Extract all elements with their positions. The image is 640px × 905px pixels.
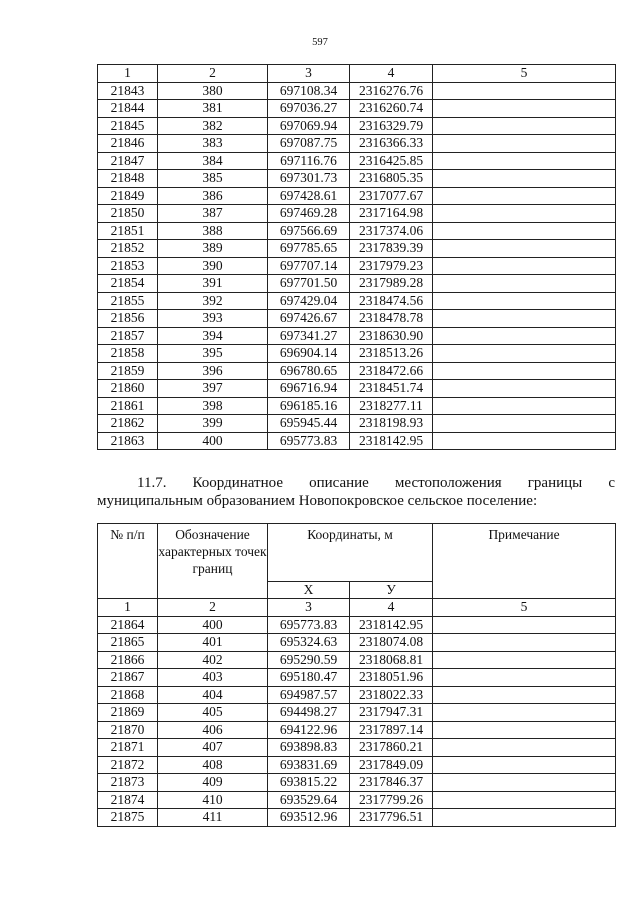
table-cell	[433, 345, 616, 363]
table-cell	[433, 774, 616, 792]
table-row	[98, 380, 616, 398]
table-cell: 21869	[98, 704, 158, 722]
table-row	[98, 397, 616, 415]
page-number: 597	[312, 37, 328, 48]
table-cell	[433, 117, 616, 135]
table-cell: 4	[350, 599, 433, 617]
table-cell: 697701.50	[268, 275, 350, 293]
table-row	[98, 686, 616, 704]
table-cell: 2317979.23	[350, 257, 433, 275]
column-number-row	[98, 599, 616, 617]
table-row	[98, 310, 616, 328]
table-cell: 402	[158, 651, 268, 669]
table-cell: 695180.47	[268, 669, 350, 687]
table-row	[98, 791, 616, 809]
table-cell	[433, 135, 616, 153]
table-row	[98, 721, 616, 739]
table-cell	[433, 257, 616, 275]
table-cell: 2316805.35	[350, 170, 433, 188]
table-cell: 21857	[98, 327, 158, 345]
table-cell	[433, 397, 616, 415]
table-cell: 404	[158, 686, 268, 704]
table-cell: 408	[158, 756, 268, 774]
table-cell	[433, 669, 616, 687]
table-cell: 2317860.21	[350, 739, 433, 757]
table-cell: 2316260.74	[350, 100, 433, 118]
table-cell: 21867	[98, 669, 158, 687]
table-cell	[433, 152, 616, 170]
table-row	[98, 415, 616, 433]
table-cell: 21844	[98, 100, 158, 118]
table-cell	[433, 292, 616, 310]
table-cell: 2318068.81	[350, 651, 433, 669]
table-cell: 5	[433, 65, 616, 83]
table-cell: 21860	[98, 380, 158, 398]
table-cell: 21873	[98, 774, 158, 792]
table-row	[98, 135, 616, 153]
table-cell: 386	[158, 187, 268, 205]
table-cell: 2317947.31	[350, 704, 433, 722]
table-cell: 410	[158, 791, 268, 809]
table-cell: 694122.96	[268, 721, 350, 739]
table-cell: 407	[158, 739, 268, 757]
table-cell: 697069.94	[268, 117, 350, 135]
table-cell: 21868	[98, 686, 158, 704]
table-cell: 2317849.09	[350, 756, 433, 774]
header-note: Примечание	[433, 524, 616, 599]
section-heading-11-7	[97, 474, 615, 510]
table-row	[98, 117, 616, 135]
table-cell: 389	[158, 240, 268, 258]
table-cell: 21847	[98, 152, 158, 170]
table-cell	[433, 809, 616, 827]
table-cell: 2318451.74	[350, 380, 433, 398]
table-cell: 21865	[98, 634, 158, 652]
table-cell: 2	[158, 65, 268, 83]
table-cell: 21849	[98, 187, 158, 205]
table-cell: 21853	[98, 257, 158, 275]
table-row	[98, 82, 616, 100]
table-cell: 2318472.66	[350, 362, 433, 380]
table-cell	[433, 791, 616, 809]
table-row	[98, 756, 616, 774]
table-row	[98, 257, 616, 275]
header-coordinates: Координаты, м	[268, 524, 433, 582]
table-cell	[433, 686, 616, 704]
table-cell	[433, 362, 616, 380]
table-cell: 2318277.11	[350, 397, 433, 415]
table-cell: 697341.27	[268, 327, 350, 345]
table-cell: 21855	[98, 292, 158, 310]
table-cell: 21872	[98, 756, 158, 774]
header-x: Х	[268, 582, 350, 599]
table-row	[98, 275, 616, 293]
table-cell	[433, 432, 616, 450]
table-cell	[433, 634, 616, 652]
table-row	[98, 327, 616, 345]
table-cell: 395	[158, 345, 268, 363]
table-cell: 399	[158, 415, 268, 433]
table-cell: 693815.22	[268, 774, 350, 792]
table-cell: 696185.16	[268, 397, 350, 415]
table-cell: 696716.94	[268, 380, 350, 398]
coordinates-table-continued	[97, 64, 616, 450]
table-cell: 396	[158, 362, 268, 380]
table-cell: 695324.63	[268, 634, 350, 652]
table-cell: 693831.69	[268, 756, 350, 774]
table-cell: 2317989.28	[350, 275, 433, 293]
table-cell: 21850	[98, 205, 158, 223]
table-cell: 695945.44	[268, 415, 350, 433]
table-cell: 394	[158, 327, 268, 345]
table-cell: 21874	[98, 791, 158, 809]
table-cell: 694498.27	[268, 704, 350, 722]
table-row	[98, 809, 616, 827]
table-cell: 21848	[98, 170, 158, 188]
table-cell	[433, 415, 616, 433]
table-cell: 21845	[98, 117, 158, 135]
table-row	[98, 739, 616, 757]
table-cell: 21846	[98, 135, 158, 153]
table-cell: 697426.67	[268, 310, 350, 328]
table-cell: 697785.65	[268, 240, 350, 258]
table-cell: 3	[268, 65, 350, 83]
section-text-line-1: 11.7. Координатное описание местоположения границы с	[137, 475, 615, 491]
table-cell: 695290.59	[268, 651, 350, 669]
table-cell: 411	[158, 809, 268, 827]
table-cell: 3	[268, 599, 350, 617]
table-cell: 397	[158, 380, 268, 398]
section-text-line-2: муниципальным образованием Новопокровское сельское поселение:	[97, 493, 538, 509]
table-cell: 2316329.79	[350, 117, 433, 135]
table-cell	[433, 222, 616, 240]
table-cell: 21854	[98, 275, 158, 293]
table-row	[98, 100, 616, 118]
table-cell: 697116.76	[268, 152, 350, 170]
table-cell: 693512.96	[268, 809, 350, 827]
table-cell: 2318074.08	[350, 634, 433, 652]
table-cell	[433, 651, 616, 669]
table-cell: 697566.69	[268, 222, 350, 240]
table-cell	[433, 275, 616, 293]
table-cell: 21866	[98, 651, 158, 669]
table-row	[98, 634, 616, 652]
table-cell: 694987.57	[268, 686, 350, 704]
table-cell: 697707.14	[268, 257, 350, 275]
table-cell: 697429.04	[268, 292, 350, 310]
table-cell: 2316366.33	[350, 135, 433, 153]
table-cell: 697469.28	[268, 205, 350, 223]
table-cell: 21862	[98, 415, 158, 433]
header-point-designation: Обозначение характерных точек границ	[158, 524, 268, 599]
table-row	[98, 222, 616, 240]
table-cell: 393	[158, 310, 268, 328]
table-cell	[433, 187, 616, 205]
table-cell: 697428.61	[268, 187, 350, 205]
table-cell: 4	[350, 65, 433, 83]
table-cell: 392	[158, 292, 268, 310]
table-cell: 21859	[98, 362, 158, 380]
table-cell: 2317796.51	[350, 809, 433, 827]
table-cell: 403	[158, 669, 268, 687]
table-cell: 696904.14	[268, 345, 350, 363]
table-cell: 693529.64	[268, 791, 350, 809]
table-row	[98, 345, 616, 363]
table-cell: 384	[158, 152, 268, 170]
table-cell	[433, 327, 616, 345]
table-cell: 21861	[98, 397, 158, 415]
table-cell: 2	[158, 599, 268, 617]
table-cell: 1	[98, 599, 158, 617]
table-row	[98, 616, 616, 634]
table-cell: 2317799.26	[350, 791, 433, 809]
table-cell: 385	[158, 170, 268, 188]
table-row	[98, 205, 616, 223]
table-cell	[433, 100, 616, 118]
table-cell: 697036.27	[268, 100, 350, 118]
table-cell: 2317374.06	[350, 222, 433, 240]
table-cell: 400	[158, 616, 268, 634]
table-cell: 695773.83	[268, 432, 350, 450]
table-cell: 398	[158, 397, 268, 415]
table-cell: 695773.83	[268, 616, 350, 634]
table-row	[98, 170, 616, 188]
table-cell: 2317077.67	[350, 187, 433, 205]
table-row	[98, 704, 616, 722]
table-cell: 21856	[98, 310, 158, 328]
table-cell: 2318142.95	[350, 616, 433, 634]
table-cell: 21875	[98, 809, 158, 827]
table-cell: 409	[158, 774, 268, 792]
table-cell: 401	[158, 634, 268, 652]
table-cell: 388	[158, 222, 268, 240]
table-row	[98, 240, 616, 258]
table-cell: 696780.65	[268, 362, 350, 380]
header-y: У	[350, 582, 433, 599]
table-cell: 2317846.37	[350, 774, 433, 792]
table-cell: 2318142.95	[350, 432, 433, 450]
table-row	[98, 774, 616, 792]
table-cell: 697108.34	[268, 82, 350, 100]
table-cell: 405	[158, 704, 268, 722]
table-cell	[433, 205, 616, 223]
table-row	[98, 432, 616, 450]
boundary-table-body	[98, 599, 616, 827]
table-cell	[433, 721, 616, 739]
table-cell: 21843	[98, 82, 158, 100]
table-cell: 697087.75	[268, 135, 350, 153]
table-row	[98, 152, 616, 170]
table-cell: 2317164.98	[350, 205, 433, 223]
table-cell: 21870	[98, 721, 158, 739]
table-cell: 382	[158, 117, 268, 135]
table-cell: 2318022.33	[350, 686, 433, 704]
table-cell: 21852	[98, 240, 158, 258]
table-cell: 5	[433, 599, 616, 617]
table-row	[98, 362, 616, 380]
table-cell: 400	[158, 432, 268, 450]
table-cell: 2318474.56	[350, 292, 433, 310]
table-cell: 2316425.85	[350, 152, 433, 170]
table-cell: 21871	[98, 739, 158, 757]
table-cell	[433, 240, 616, 258]
table-cell: 2317839.39	[350, 240, 433, 258]
column-number-row	[98, 65, 616, 83]
table-row	[98, 187, 616, 205]
table-cell: 21851	[98, 222, 158, 240]
table-cell	[433, 82, 616, 100]
table-cell	[433, 170, 616, 188]
table-cell: 2316276.76	[350, 82, 433, 100]
table-row	[98, 669, 616, 687]
novopokrovskoe-boundary-table	[97, 523, 616, 827]
table-cell	[433, 704, 616, 722]
table-cell: 391	[158, 275, 268, 293]
table-cell: 381	[158, 100, 268, 118]
table-cell: 21858	[98, 345, 158, 363]
table-cell: 21864	[98, 616, 158, 634]
table-cell: 390	[158, 257, 268, 275]
table-cell	[433, 380, 616, 398]
table-cell: 2317897.14	[350, 721, 433, 739]
table-cell: 2318478.78	[350, 310, 433, 328]
table-cell	[433, 756, 616, 774]
table-cell	[433, 739, 616, 757]
table-row	[98, 651, 616, 669]
table-row	[98, 292, 616, 310]
table-cell: 2318630.90	[350, 327, 433, 345]
table-cell: 2318198.93	[350, 415, 433, 433]
table-cell: 21863	[98, 432, 158, 450]
table-cell: 1	[98, 65, 158, 83]
header-row-number: № п/п	[98, 524, 158, 599]
table-cell: 697301.73	[268, 170, 350, 188]
table-cell: 2318051.96	[350, 669, 433, 687]
table-cell: 383	[158, 135, 268, 153]
table-cell: 406	[158, 721, 268, 739]
table-cell: 693898.83	[268, 739, 350, 757]
table-cell: 2318513.26	[350, 345, 433, 363]
table-cell	[433, 616, 616, 634]
coordinates-table-body	[98, 65, 616, 450]
table-cell	[433, 310, 616, 328]
table-cell: 380	[158, 82, 268, 100]
table-cell: 387	[158, 205, 268, 223]
